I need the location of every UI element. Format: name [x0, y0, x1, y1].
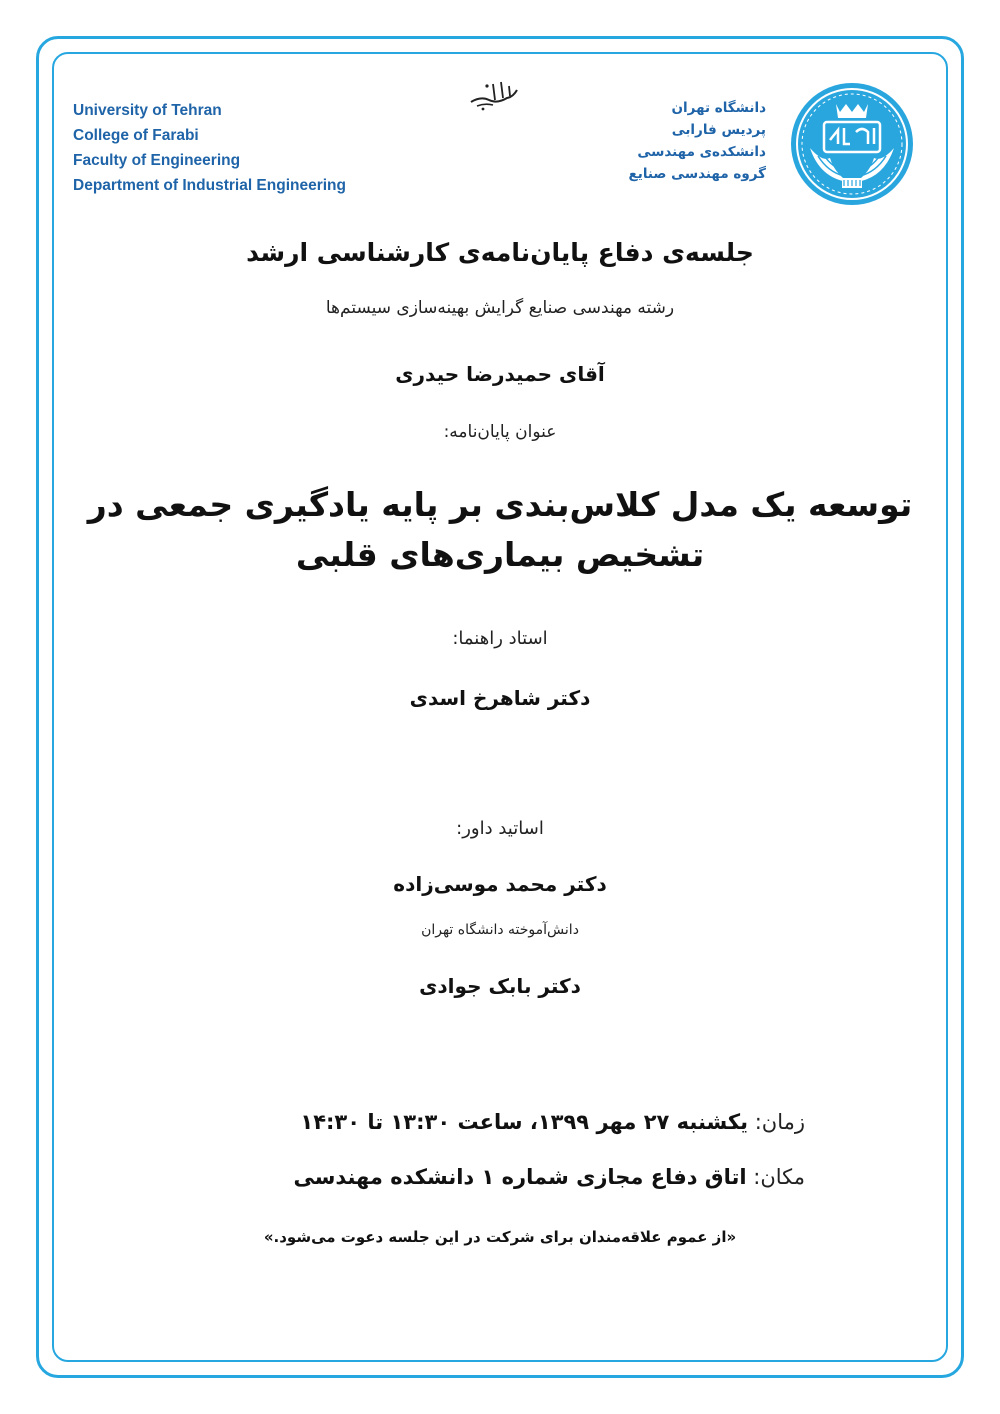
english-header-line: College of Farabi	[73, 127, 199, 144]
persian-header-line: دانشکده‌ی مهندسی	[637, 144, 766, 160]
referee-affiliation: دانش‌آموخته دانشگاه تهران	[421, 922, 579, 938]
supervisor-label: استاد راهنما:	[452, 628, 548, 649]
bismillah-calligraphy-icon	[463, 76, 523, 112]
place-value: اتاق دفاع مجازی شماره ۱ دانشکده مهندسی	[293, 1165, 747, 1189]
referee-name: دکتر محمد موسی‌زاده	[393, 872, 607, 896]
referees-label: اساتید داور:	[456, 818, 544, 839]
thesis-title	[80, 480, 920, 580]
thesis-title-line: تشخیص بیماری‌های قلبی	[295, 535, 705, 574]
english-header-line: Faculty of Engineering	[73, 152, 241, 169]
university-seal-icon	[790, 82, 914, 206]
invitation-note: «از عموم علاقه‌مندان برای شرکت در این جلسه دعوت می‌شود.»	[263, 1228, 737, 1246]
supervisor-name: دکتر شاهرخ اسدی	[409, 686, 591, 710]
major-subtitle: رشته مهندسی صنایع گرایش بهینه‌سازی سیستم‌ها	[325, 298, 675, 318]
persian-header-line: دانشگاه تهران	[671, 100, 766, 116]
english-header-line: University of Tehran	[73, 102, 222, 119]
english-header	[73, 98, 346, 198]
english-header-line: Department of Industrial Engineering	[73, 177, 346, 194]
time-label: زمان:	[754, 1110, 805, 1134]
place-label: مکان:	[753, 1165, 805, 1189]
student-name: آقای حمیدرضا حیدری	[395, 362, 605, 386]
place-line	[293, 1165, 805, 1189]
event-title: جلسه‌ی دفاع پایان‌نامه‌ی کارشناسی ارشد	[246, 238, 754, 267]
thesis-label: عنوان پایان‌نامه:	[443, 422, 557, 442]
persian-header	[629, 97, 766, 185]
thesis-title-line: توسعه یک مدل کلاس‌بندی بر پایه یادگیری جمعی در	[87, 485, 913, 524]
persian-header-line: گروه مهندسی صنایع	[628, 166, 766, 182]
referee-name: دکتر بابک جوادی	[419, 974, 581, 998]
time-line	[300, 1110, 805, 1134]
persian-header-line: پردیس فارابی	[671, 122, 766, 138]
time-value: یکشنبه ۲۷ مهر ۱۳۹۹، ساعت ۱۳:۳۰ تا ۱۴:۳۰	[300, 1110, 749, 1134]
